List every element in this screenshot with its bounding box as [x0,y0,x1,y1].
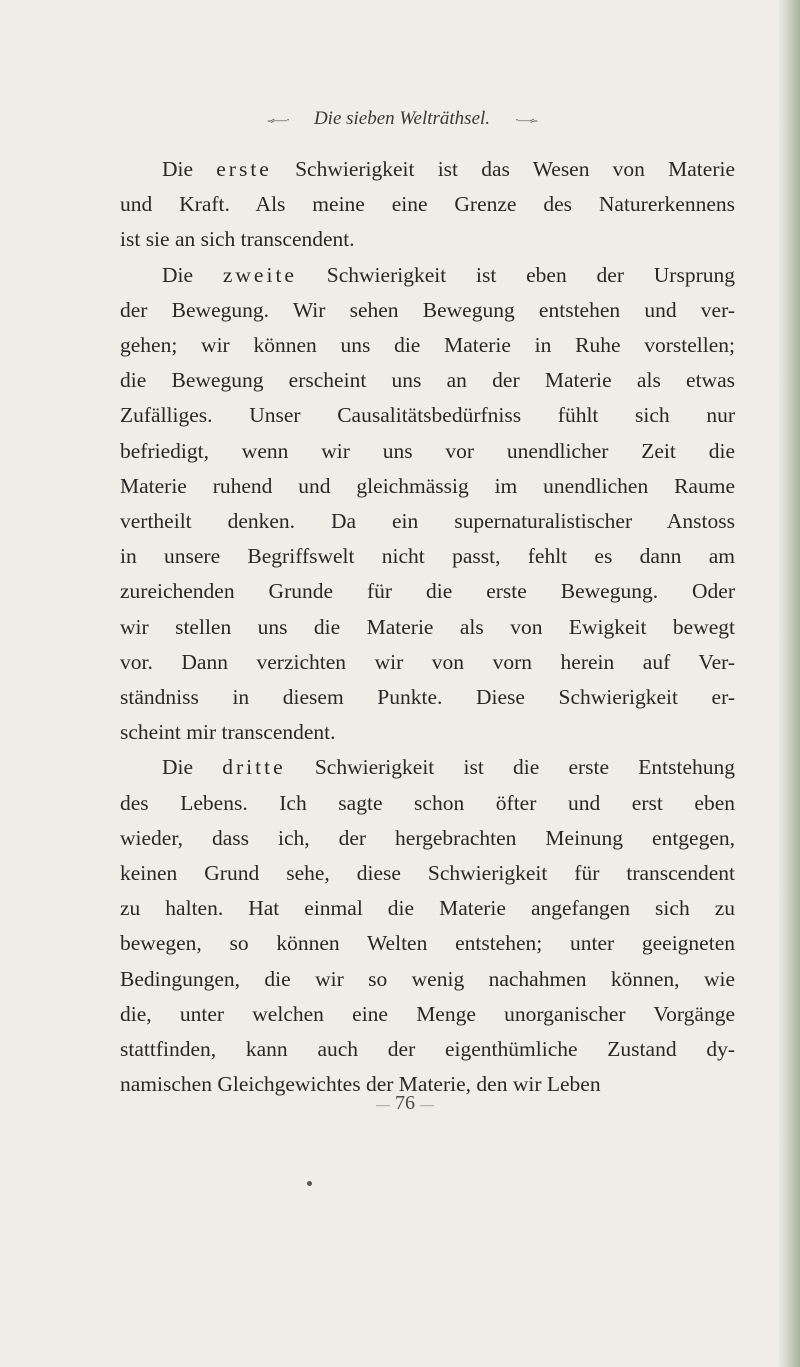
spaced-emphasis: erste [216,157,272,181]
text-line: ist sie an sich transcendent. [120,227,355,252]
text-line: Die erste Schwierigkeit ist das Wesen von Materie [162,157,735,181]
text-line: zu halten. Hat einmal die Materie angefangen sich zu [120,896,735,921]
spaced-emphasis: dritte [222,755,286,780]
running-header [232,108,572,130]
text-line: wieder, dass ich, der hergebrachten Meinung entgegen, [120,825,735,850]
page-number-value: 76 [395,1092,415,1114]
text-line: des Lebens. Ich sagte schon öfter und erst eben [120,790,735,815]
text-line: scheint mir transcendent. [120,720,336,745]
text-line: Bedingungen, die wir so wenig nachahmen können, wie [120,966,735,991]
text-line: vertheilt denken. Da ein supernaturalistischer Anstoss [120,509,735,534]
paragraph-1 [120,152,735,258]
text-line: Materie ruhend und gleichmässig im unendlichen Raume [120,473,735,498]
text-line: vor. Dann verzichten wir von vorn herein auf Ver- [120,649,735,674]
text-line: der Bewegung. Wir sehen Bewegung entstehen und ver- [120,297,735,322]
text-line: bewegen, so können Welten entstehen; unter geeigneten [120,931,735,956]
paragraph-3 [120,750,735,1102]
print-speck [307,1181,312,1186]
spaced-emphasis: zweite [222,262,297,287]
header-ornament-right: ·—⸗- [514,112,537,127]
text-line: Zufälliges. Unser Causalitätsbedürfniss fühlt sich nur [120,403,735,428]
body-text [120,152,735,1102]
folio-dash-left: — [376,1098,390,1113]
folio-dash-right: — [420,1098,434,1113]
text-line: namischen Gleichgewichtes der Materie, den wir Leben [120,1072,601,1097]
running-title: Die sieben Welträthsel. [313,108,491,129]
text-line: Die zweite Schwierigkeit ist eben der Ursprung [162,262,735,287]
text-line: befriedigt, wenn wir uns vor unendlicher Zeit die [120,438,735,463]
text-line: wir stellen uns die Materie als von Ewigkeit bewegt [120,614,735,639]
text-line: stattfinden, kann auch der eigenthümliche Zustand dy- [120,1037,735,1062]
text-line: zureichenden Grunde für die erste Bewegung. Oder [120,579,735,604]
text-line: die, unter welchen eine Menge unorganischer Vorgänge [120,1001,735,1026]
page-edge-shadow [778,0,800,1367]
text-line: in unsere Begriffswelt nicht passt, fehlt es dann am [120,544,735,569]
text-line: keinen Grund sehe, diese Schwierigkeit für transcendent [120,861,735,886]
header-ornament-left: -⸗—· [267,112,290,127]
page-number [330,1092,480,1115]
text-line: ständniss in diesem Punkte. Diese Schwierigkeit er- [120,685,735,710]
text-line: und Kraft. Als meine eine Grenze des Naturerkennens [120,192,735,217]
text-line: die Bewegung erscheint uns an der Materie als etwas [120,368,735,393]
paragraph-2 [120,258,735,751]
text-line: Die dritte Schwierigkeit ist die erste Entstehung [162,755,736,780]
text-line: gehen; wir können uns die Materie in Ruhe vorstellen; [120,333,735,358]
